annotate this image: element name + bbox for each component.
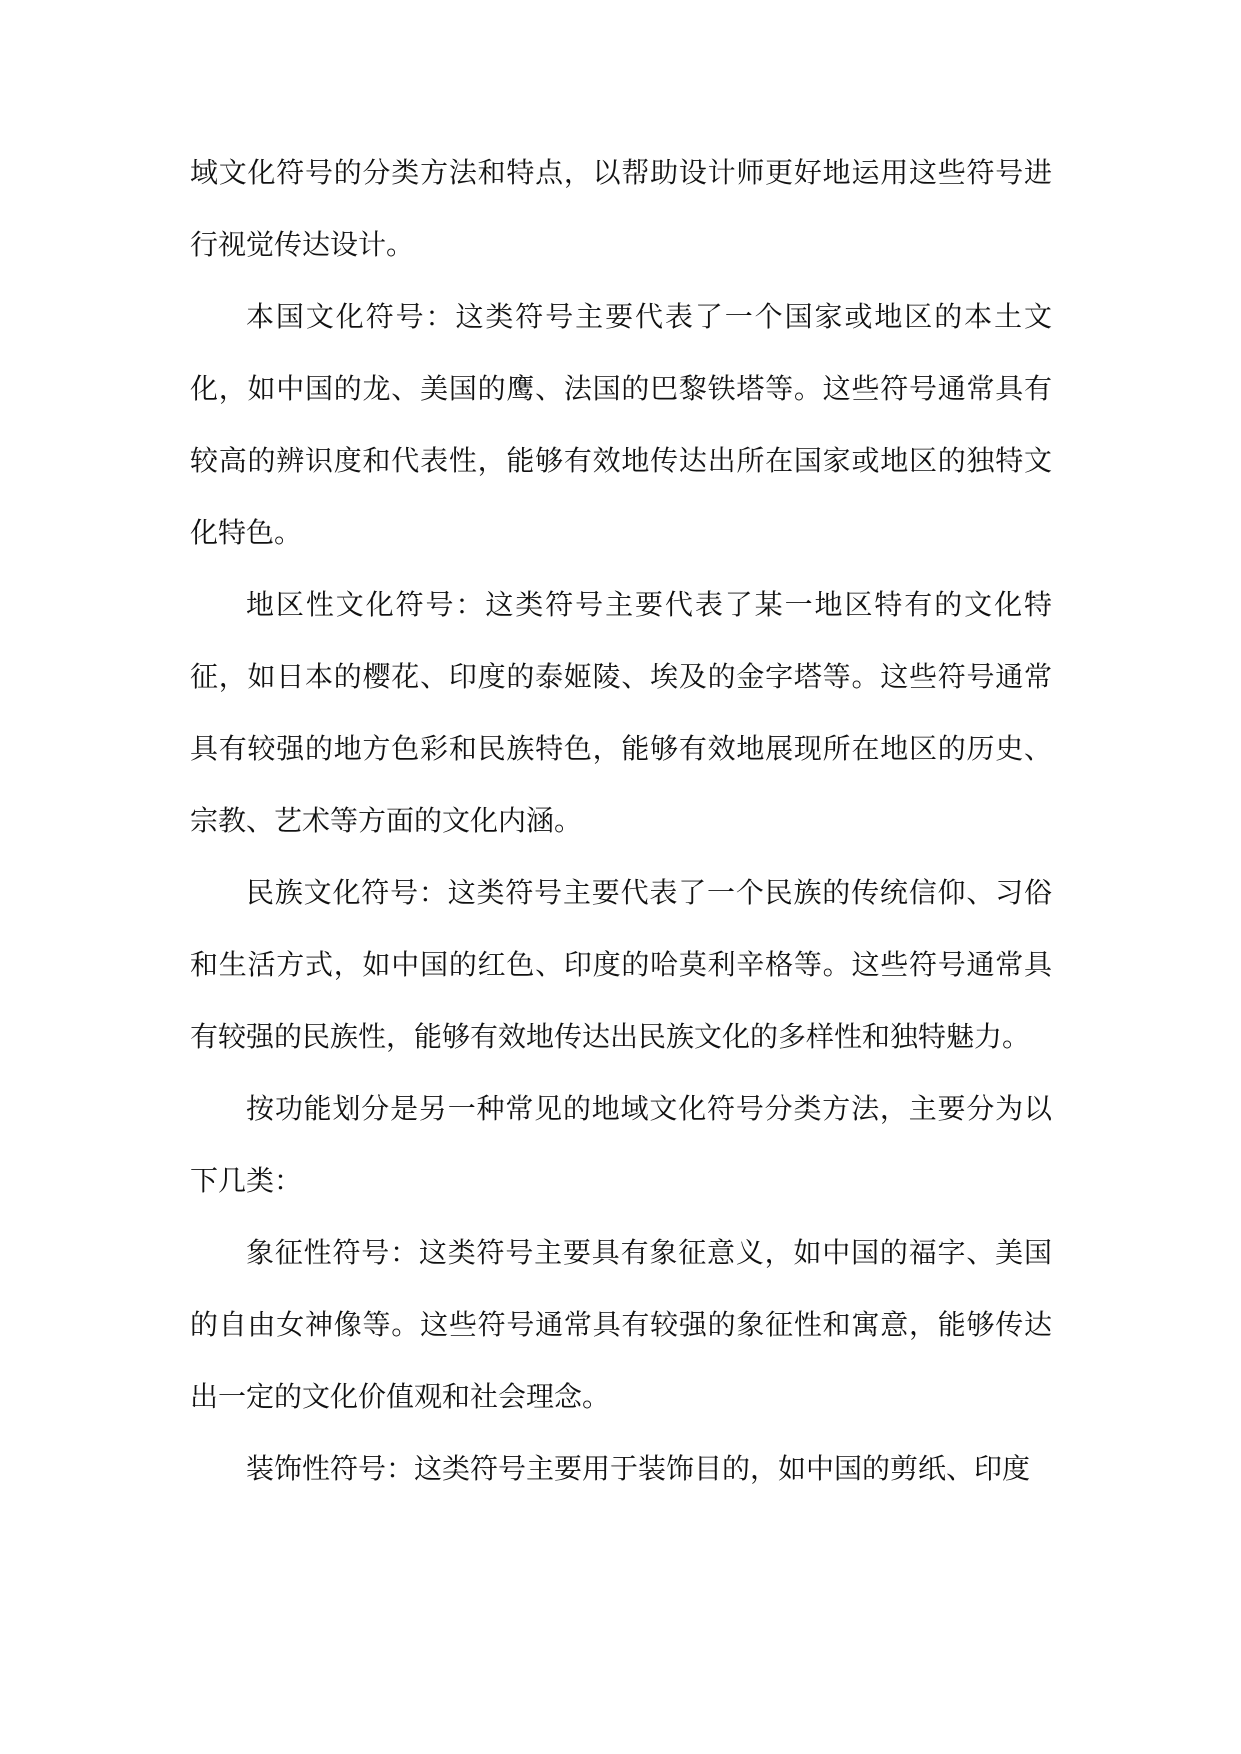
paragraph-5: 按功能划分是另一种常见的地域文化符号分类方法，主要分为以下几类： (190, 1092, 1052, 1197)
paragraph-6: 象征性符号：这类符号主要具有象征意义，如中国的福字、美国的自由女神像等。这些符号通常具有较强的象征性和寓意，能够传达出一定的文化价值观和社会理念。 (190, 1236, 1052, 1413)
paragraph-3: 地区性文化符号：这类符号主要代表了某一地区特有的文化特征，如日本的樱花、印度的泰姬陵、埃及的金字塔等。这些符号通常具有较强的地方色彩和民族特色，能够有效地展现所在地区的历史、宗教、艺术等方面的文化内涵。 (190, 588, 1052, 837)
paragraph-7: 装饰性符号：这类符号主要用于装饰目的，如中国的剪纸、印度 (246, 1452, 1031, 1485)
paragraph-1: 域文化符号的分类方法和特点，以帮助设计师更好地运用这些符号进行视觉传达设计。 (190, 156, 1052, 261)
paragraph-4: 民族文化符号：这类符号主要代表了一个民族的传统信仰、习俗和生活方式，如中国的红色、印度的哈莫利辛格等。这些符号通常具有较强的民族性，能够有效地传达出民族文化的多样性和独特魅力。 (190, 876, 1052, 1053)
body-text (190, 137, 1052, 1505)
paragraph-2: 本国文化符号：这类符号主要代表了一个国家或地区的本土文化，如中国的龙、美国的鹰、法国的巴黎铁塔等。这些符号通常具有较高的辨识度和代表性，能够有效地传达出所在国家或地区的独特文化特色。 (190, 300, 1052, 549)
